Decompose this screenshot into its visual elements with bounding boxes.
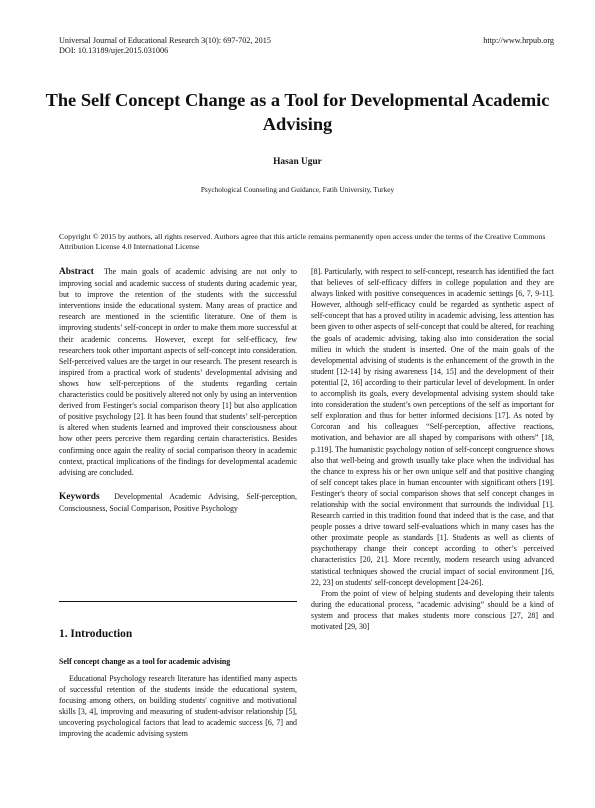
body-paragraph: From the point of view of helping students and developing their talents during the educational process, “academic advising” should be a kind of system and process that makes students more conscious [27, 28] and motivated [29, 30] [311, 588, 554, 631]
author-affiliation: Psychological Counseling and Guidance, Fatih University, Turkey [200, 185, 395, 194]
running-header [59, 36, 271, 56]
doi: DOI: 10.13189/ujer.2015.031006 [59, 46, 169, 55]
abstract-label: Abstract [59, 267, 94, 277]
abstract [59, 266, 297, 478]
abstract-text: The main goals of academic advising are not only to improving social and academic success of students during academic year, but to improve the retention of the students with the successful interventions inside the educational system. Many areas of practice and research are mentioned in the scientific literature. One of them is improving students’ self-concept in order to make them more successful at their academic concerns. However, except for self-efficacy, few researchers took other important aspects of self-concept into consideration. Self-perceived values are the target in our research. The present research is inspired from a practical work of students’ developmental advising and shows how self-perceptions of the students regarding certain characteristics could be positively altered not only by using an intervention derived from Festinger's social comparison theory [1] but also application of positive psychology [2]. It has been found that students’ self-perception is altered when students learned and improved their consciousness about how other peers perceive them regarding certain characteristics. Besides confirming once again the reality of social comparison theory in academic context, practical implications of the findings for developmental academic advising are concluded. [59, 267, 297, 477]
intro-paragraph: Educational Psychology research literature has identified many aspects of successful retention of the students inside the educational system, focusing among others, on building students' cognitive and motivational skills [3, 4], improving and measuring of student-advisor relationship [5], uncovering psychological factors that lead to academic success [6, 7] and improving the academic advising system [59, 674, 297, 739]
keywords [59, 491, 297, 514]
author-name: Hasan Ugur [273, 157, 322, 167]
keywords-text: Developmental Academic Advising, Self-perception, Consciousness, Social Comparison, Positive Psychology [59, 491, 297, 513]
journal-url[interactable]: http://www.hrpub.org [483, 36, 554, 45]
right-column [311, 266, 554, 632]
subsection-heading: Self concept change as a tool for academic advising [59, 657, 231, 666]
paper-title: The Self Concept Change as a Tool for Developmental Academic Advising [45, 90, 550, 134]
left-column [59, 266, 297, 514]
keywords-label: Keywords [59, 491, 100, 502]
journal-citation: Universal Journal of Educational Research 3(10): 697-702, 2015 [59, 36, 271, 45]
body-paragraph: [8]. Particularly, with respect to self-concept, research has identified the fact that believes of self-efficacy differs in college population and they are always linked with positive consequences in academic settings [6, 7, 9-11]. However, although self-efficacy could be regarded as synthetic aspect of self-concept that has a proved utility in academic advising, less attention has been given to other aspects of self-concept that could be altered, for reaching the goals of academic advising, taking also into consideration the social milieu in which the student is inserted. One of the main goals of the developmental advising of students is the enhancement of the growth in the student [12-14] by rising awareness [14, 15] and the development of their potential [2, 16] according to their particular level of development. In order to accomplish its goals, every developmental advising system should take into consideration the student’s own perceptions of the self as important for self exploration and thus for better informed decisions [17]. As noted by Corcoran and his colleagues “Self-perception, affective reactions, motivation, and behavior are all shaped by comparisons with others” [18, p.119]. The humanistic psychology notion of self-concept congruence shows also that well-being and growth usually take place when the individual has the chance to express his or her own unique self and that positive changing of self concept takes place in human encounter with significant others [19]. Festinger's theory of social comparison shows that self concept changes in relationship with the social environment that surrounds the individual [1]. Research carried in this tradition found that indeed that is the case, and that people posses a drive toward self-evaluations which in many cases has the other proximate people as standards [1]. Students as well as clients of psychotherapy change their concept according to other’s perceived characteristics [20, 21]. More recently, modern research using advanced statistical techniques showed the crucial impact of social environment [16, 22, 23] on students' self-concept development [24-26]. [311, 267, 554, 587]
section-heading: 1. Introduction [59, 628, 133, 640]
copyright-notice: Copyright © 2015 by authors, all rights reserved. Authors agree that this article remains permanently open access under the terms of the Creative Commons Attribution License 4.0 International License [59, 232, 546, 252]
section-divider [59, 601, 297, 602]
